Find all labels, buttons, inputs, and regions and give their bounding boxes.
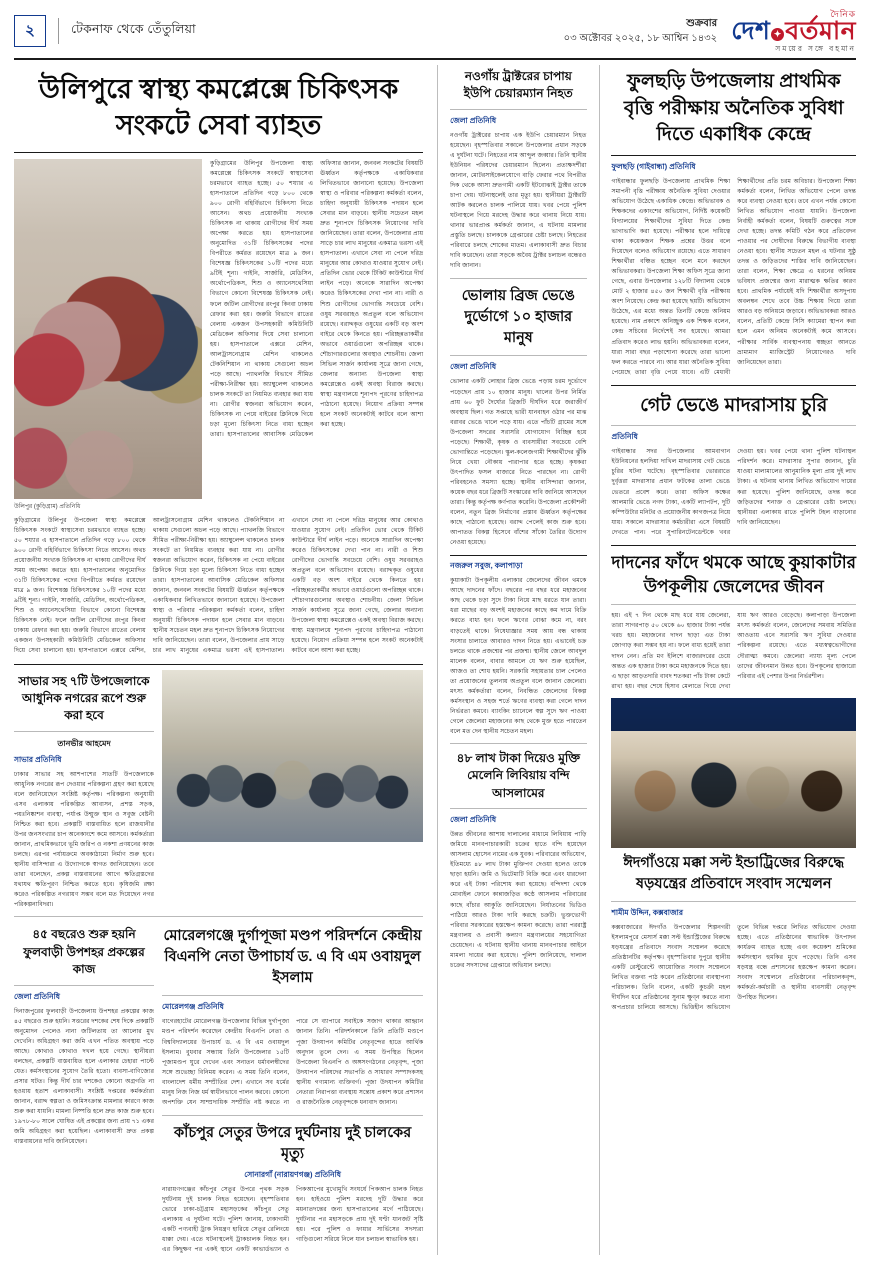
vertical-rule-2 <box>599 65 600 1255</box>
logo-subtitle: সময়ের সঙ্গে বহমান <box>775 43 856 53</box>
morelganj-photo <box>162 670 423 842</box>
masthead-weekday: শুক্রবার <box>686 18 718 29</box>
col3-top-body: গাইবান্ধার ফুলছড়ি উপজেলায় প্রাথমিক শিক্ষা সমাপনী বৃত্তি পরীক্ষায় অনৈতিক সুবিধা দেওয়ার অভিযোগ উঠেছে একাধিক কেন্দ্রে। অভিভাবক ও শিক্ষকদের একাংশের অভিযোগ, নির্দিষ্ট কয়েকটি বিদ্যালয়ের শিক্ষার্থীদের সুবিধা দিতে কেন্দ্র ভাগাভাগি করা হয়েছে। পরীক্ষার হলে দায়িত্বে থাকা কয়েকজন শিক্ষক প্রশ্নের উত্তর বলে দিয়েছেন বলেও অভিযোগ রয়েছে। এতে সাধারণ শিক্ষার্থীরা বঞ্চিত হচ্ছেন বলে মনে করছেন অভিভাবকরা। উপজেলা শিক্ষা অফিস সূত্রে জানা গেছে, এবার উপজেলার ১২৮টি বিদ্যালয় থেকে মোট ২ হাজার ৪৫০ জন শিক্ষার্থী বৃত্তি পরীক্ষায় অংশ নিয়েছে। কেন্দ্র করা হয়েছে ছয়টি। অভিযোগ উঠেছে, এর মধ্যে অন্তত তিনটি কেন্দ্রে অনিয়ম হয়েছে। নাম প্রকাশে অনিচ্ছুক এক শিক্ষক বলেন, কেন্দ্র সচিবের নির্দেশেই সব হয়েছে। আমরা প্রতিবাদ করেও লাভ হয়নি। অভিভাবকরা বলেন, যারা সারা বছর পড়াশোনা করেছে তারা ভালো ফল করতে পারবে না। আর যারা অনৈতিক সুবিধা পেয়েছে তারা বৃত্তি পেয়ে যাবে। এটি মেধাবী শিক্ষার্থীদের প্রতি চরম অবিচার। উপজেলা শিক্ষা কর্মকর্তা বলেন, লিখিত অভিযোগ পেলে তদন্ত করে ব্যবস্থা নেওয়া হবে। তবে এখন পর্যন্ত কোনো লিখিত অভিযোগ পাওয়া যায়নি। উপজেলা নির্বাহী কর্মকর্তা বলেন, বিষয়টি গুরুত্বের সঙ্গে দেখা হচ্ছে। তদন্ত কমিটি গঠন করে প্রতিবেদন পাওয়ার পর দোষীদের বিরুদ্ধে বিভাগীয় ব্যবস্থা নেওয়া হবে। স্থানীয় সচেতন মহল এ ঘটনার সুষ্ঠু তদন্ত ও জড়িতদের শাস্তির দাবি জানিয়েছেন। তারা বলেন, শিক্ষা ক্ষেত্রে এ ধরনের অনিয়ম ভবিষ্যৎ প্রজন্মের জন্য মারাত্মক ক্ষতির কারণ হবে। প্রাথমিক পর্যায়েই যদি শিক্ষার্থীরা অসদুপায় অবলম্বন শেখে তবে উচ্চ শিক্ষায় গিয়ে তারা আরও বড় অনিয়মে জড়াবে। অভিভাবকরা আরও বলেন, প্রতিটি কেন্দ্রে সিসি ক্যামেরা স্থাপন করা হলে এমন অনিয়ম অনেকটাই কমে আসবে। পরীক্ষার সার্বিক ব্যবস্থাপনায় স্বচ্ছতা আনতে ভ্রাম্যমাণ ম্যাজিস্ট্রেট নিয়োগেরও দাবি জানিয়েছেন তারা। <box>611 177 856 376</box>
fulbari-body: দিনাজপুরের ফুলবাড়ী উপজেলায় উপশহর প্রকল্পের কাজ ৪৫ বছরেও শুরু হয়নি। সত্তরের দশকের শেষ দিকে প্রকল্পটি অনুমোদন পেলেও নানা জটিলতায় তা আলোর মুখ দেখেনি। অধিগ্রহণ করা জমি এখন পতিত অবস্থায় পড়ে আছে। কোথাও কোথাও দখল হয়ে গেছে। স্থানীয়রা বলছেন, প্রকল্পটি বাস্তবায়িত হলে এলাকার চেহারা পাল্টে যেত। কর্মসংস্থানের সুযোগ তৈরি হতো। ব্যবসা-বাণিজ্যের প্রসার ঘটত। কিন্তু দীর্ঘ চার দশকেও কোনো অগ্রগতি না হওয়ায় হতাশ এলাকাবাসী। সংশ্লিষ্ট দপ্তরের কর্মকর্তারা জানান, বরাদ্দ স্বল্পতা ও জমিসংক্রান্ত মামলার কারণে কাজ শুরু করা যায়নি। মামলা নিষ্পত্তি হলে দ্রুত কাজ শুরু হবে। ১৯৭৮-৮০ সালে ঘোষিত এই প্রকল্পের জন্য প্রায় ৭১ একর জমি অধিগ্রহণ করা হয়েছিল। এলাকাবাসী দ্রুত প্রকল্প বাস্তবায়নের দাবি জানিয়েছেন। <box>14 1007 154 1146</box>
kanchpur-body: নারায়ণগঞ্জের কাঁচপুর সেতুর উপরে পৃথক সড়ক দুর্ঘটনায় দুই চালক নিহত হয়েছেন। বৃহস্পতিবার ভোরে ঢাকা-চট্টগ্রাম মহাসড়কের কাঁচপুর সেতু এলাকায় এ দুর্ঘটনা ঘটে। পুলিশ জানায়, ঢাকাগামী একটি পণ্যবাহী ট্রাক নিয়ন্ত্রণ হারিয়ে সেতুর রেলিংয়ে ধাক্কা দেয়। এতে ঘটনাস্থলেই ট্রাকচালক নিহত হন। এর কিছুক্ষণ পর একই স্থানে একটি কাভার্ডভ্যান ও পিকআপের মুখোমুখি সংঘর্ষে পিকআপ চালক নিহত হন। হাইওয়ে পুলিশ মরদেহ দুটি উদ্ধার করে ময়নাতদন্তের জন্য হাসপাতালের মর্গে পাঠিয়েছে। দুর্ঘটনার পর মহাসড়কে প্রায় দুই ঘণ্টা যানজট সৃষ্টি হয়। পরে পুলিশ ও ফায়ার সার্ভিসের সদস্যরা গাড়িগুলো সরিয়ে নিলে যান চলাচল স্বাভাবিক হয়। <box>162 1185 424 1254</box>
fulbari-rule <box>14 985 154 986</box>
lead-body-continued: কুড়িগ্রামের উলিপুর উপজেলা স্বাস্থ্য কমপ্লেক্সে চিকিৎসক সংকটে স্বাস্থ্যসেবা চরমভাবে ব্যাহত হচ্ছে। ৫০ শয্যার এ হাসপাতালে প্রতিদিন গড়ে ৮০০ থেকে ৯০০ রোগী বহির্বিভাগে চিকিৎসা নিতে আসেন। অথচ প্রয়োজনীয় সংখ্যক চিকিৎসক না থাকায় রোগীদের দীর্ঘ সময় অপেক্ষা করতে হয়। হাসপাতালের অনুমোদিত ৩১টি চিকিৎসকের পদের বিপরীতে কর্মরত রয়েছেন মাত্র ৯ জন। বিশেষজ্ঞ চিকিৎসকের ১০টি পদের মধ্যে ৯টিই শূন্য। গাইনি, সার্জারি, মেডিসিন, অর্থোপেডিকস, শিশু ও অ্যানেসথেসিয়া বিভাগে কোনো বিশেষজ্ঞ চিকিৎসক নেই। ফলে জটিল রোগীদের রংপুর কিংবা ঢাকায় রেফার করা হয়। জরুরি বিভাগে রাতের বেলায় একজন উপসহকারী কমিউনিটি মেডিকেল অফিসার দিয়ে সেবা চালানো হয়। হাসপাতালে এক্সরে মেশিন, আলট্রাসনোগ্রাম মেশিন থাকলেও টেকনিশিয়ান না থাকায় সেগুলো অচল পড়ে আছে। প্যাথলজি বিভাগে সীমিত পরীক্ষা-নিরীক্ষা হয়। অ্যাম্বুলেন্স থাকলেও চালক সংকটে তা নিয়মিত ব্যবহার করা যায় না। রোগীর স্বজনরা অভিযোগ করেন, চিকিৎসক না পেয়ে বাইরের ক্লিনিকে গিয়ে চড়া মূল্যে চিকিৎসা নিতে বাধ্য হচ্ছেন তারা। হাসপাতালের আবাসিক মেডিকেল অফিসার জানান, জনবল সংকটের বিষয়টি ঊর্ধ্বতন কর্তৃপক্ষকে একাধিকবার লিখিতভাবে জানানো হয়েছে। উপজেলা স্বাস্থ্য ও পরিবার পরিকল্পনা কর্মকর্তা বলেন, চাহিদা অনুযায়ী চিকিৎসক পদায়ন হলে সেবার মান বাড়বে। স্থানীয় সচেতন মহল দ্রুত শূন্যপদে চিকিৎসক নিয়োগের দাবি জানিয়েছেন। তারা বলেন, উপজেলার প্রায় সাড়ে চার লাখ মানুষের একমাত্র ভরসা এই হাসপাতাল। এখানে সেবা না পেলে দরিদ্র মানুষের আর কোথাও যাওয়ার সুযোগ নেই। প্রতিদিন ভোর থেকে টিকিট কাউন্টারে দীর্ঘ লাইন পড়ে। অনেকে সারাদিন অপেক্ষা করেও চিকিৎসকের দেখা পান না। নারী ও শিশু রোগীদের ভোগান্তি সবচেয়ে বেশি। ওষুধ সরবরাহও অপ্রতুল বলে অভিযোগ রয়েছে। বরাদ্দকৃত ওষুধের একটি বড় অংশ বাইরে থেকে কিনতে হয়। পরিচ্ছন্নতাকর্মীর অভাবে ওয়ার্ডগুলো অপরিচ্ছন্ন থাকে। শৌচাগারগুলোর অবস্থাও শোচনীয়। জেলা সিভিল সার্জন কার্যালয় সূত্রে জানা গেছে, জেলার অন্যান্য উপজেলা স্বাস্থ্য কমপ্লেক্সেও একই অবস্থা বিরাজ করছে। স্বাস্থ্য মন্ত্রণালয়ে শূন্যপদ পূরণের চাহিদাপত্র পাঠানো হয়েছে। নিয়োগ প্রক্রিয়া সম্পন্ন হলে সংকট অনেকটাই কাটবে বলে আশা করা হচ্ছে। <box>14 516 424 655</box>
kuakata-byline: নজরুল সবুজ, কলাপাড়া <box>450 561 523 571</box>
divider-7 <box>611 385 856 386</box>
logo-kicker: দৈনিক <box>830 8 856 19</box>
fulbari-byline: জেলা প্রতিনিধি <box>14 991 60 1001</box>
kuakata-headline: দাদনের ফাঁদে থমকে আছে কুয়াকাটার উপকূলীয় জেলেদের জীবন <box>611 552 856 596</box>
lead-photo <box>14 159 202 499</box>
section-divider-1 <box>14 664 423 665</box>
eidgaon-body: কক্সবাজারের ঈদগাঁও উপজেলার শিল্পনগরী ইসলামপুরে মেসার্স মক্কা সল্ট ইন্ডাস্ট্রিজের বিরুদ্ধে ষড়যন্ত্রের প্রতিবাদে সংবাদ সম্মেলন করেছে প্রতিষ্ঠানটির কর্তৃপক্ষ। বৃহস্পতিবার দুপুরে স্থানীয় একটি রেস্টুরেন্টে আয়োজিত সংবাদ সম্মেলনে লিখিত বক্তব্য পাঠ করেন প্রতিষ্ঠানের ব্যবস্থাপনা পরিচালক। তিনি বলেন, একটি কুচক্রী মহল দীর্ঘদিন ধরে প্রতিষ্ঠানের সুনাম ক্ষুণ্ন করতে নানা অপপ্রচার চালিয়ে আসছে। ভিত্তিহীন অভিযোগ তুলে বিভিন্ন দপ্তরে লিখিত অভিযোগ দেওয়া হচ্ছে। এতে প্রতিষ্ঠানের স্বাভাবিক উৎপাদন কার্যক্রম ব্যাহত হচ্ছে এবং কয়েকশ শ্রমিকের কর্মসংস্থান হুমকির মুখে পড়েছে। তিনি এসব ষড়যন্ত্র বন্ধে প্রশাসনের হস্তক্ষেপ কামনা করেন। সংবাদ সম্মেলনে প্রতিষ্ঠানের পরিচালকবৃন্দ, কর্মকর্তা-কর্মচারী ও স্থানীয় ব্যবসায়ী নেতৃবৃন্দ উপস্থিত ছিলেন। <box>611 923 856 1012</box>
page-number-badge: ২ <box>14 15 46 47</box>
logo-dot-icon: ✦ <box>771 28 784 41</box>
col2-mid-byline: জেলা প্রতিনিধি <box>450 362 497 372</box>
col2-mid-body: ভোলার একটি লোহার ব্রিজ ভেঙে পড়ায় চরম দুর্ভোগে পড়েছেন প্রায় ১০ হাজার মানুষ। খালের উপর নির্মিত প্রায় ৬০ ফুট দৈর্ঘ্যের ব্রিজটি দীর্ঘদিন ধরে জরাজীর্ণ অবস্থায় ছিল। গত সপ্তাহে ভারী যানবাহন ওঠার পর মাঝ বরাবর ভেঙে খালে পড়ে যায়। এতে পাঁচটি গ্রামের সঙ্গে উপজেলা সদরের সরাসরি যোগাযোগ বিচ্ছিন্ন হয়ে পড়েছে। শিক্ষার্থী, কৃষক ও ব্যবসায়ীরা সবচেয়ে বেশি ভোগান্তিতে পড়েছেন। স্কুল-কলেজগামী শিক্ষার্থীদের ঝুঁকি নিয়ে খেয়া নৌকায় পারাপার হতে হচ্ছে। কৃষকরা উৎপাদিত ফসল বাজারে নিতে পারছেন না। রোগী পরিবহনেও সমস্যা হচ্ছে। স্থানীয় বাসিন্দারা জানান, কয়েক বছর ধরে ব্রিজটি সংস্কারের দাবি জানিয়ে আসছেন তারা। কিন্তু কর্তৃপক্ষ কর্ণপাত করেনি। উপজেলা প্রকৌশলী বলেন, নতুন ব্রিজ নির্মাণের প্রস্তাব ঊর্ধ্বতন কর্তৃপক্ষের কাছে পাঠানো হয়েছে। বরাদ্দ পেলেই কাজ শুরু হবে। আপাতত বিকল্প হিসেবে বাঁশের সাঁকো তৈরির উদ্যোগ নেওয়া হয়েছে। <box>450 378 587 547</box>
masthead-divider <box>58 18 59 44</box>
kanchpur-headline: কাঁচপুর সেতুর উপরে দুর্ঘটনায় দুই চালকের মৃত্যু <box>173 1124 412 1162</box>
column-right <box>605 65 856 1255</box>
lead-headline: উলিপুরে স্বাস্থ্য কমপ্লেক্সে চিকিৎসক সংকটে সেবা ব্যাহত <box>38 74 399 141</box>
savar-rule <box>14 731 154 732</box>
eidgaon-headline: ঈদগাঁওয়ে মক্কা সল্ট ইন্ডাট্রিজের বিরুদ্ধে ষড়যন্ত্রের প্রতিবাদে সংবাদ সম্মেলন <box>623 854 845 892</box>
libya-body: উন্নত জীবনের আশায় দালালের মাধ্যমে লিবিয়ায় পাড়ি জমিয়ে মানবপাচারকারী চক্রের হাতে বন্দি হয়েছেন আসলাম হোসেন নামের এক যুবক। পরিবারের অভিযোগ, ইতিমধ্যে ৪৮ লাখ টাকা মুক্তিপণ দেওয়া হলেও তাকে ছাড়া হয়নি। জমি ও ভিটেমাটি বিক্রি করে এবং ধারদেনা করে এই টাকা পরিশোধ করা হয়েছে। বন্দিদশা থেকে মোবাইল ফোনে কান্নাজড়িত কণ্ঠে আসলাম পরিবারের কাছে বাঁচার আকুতি জানিয়েছেন। নির্যাতনের ভিডিও পাঠিয়ে আরও টাকা দাবি করছে চক্রটি। ভুক্তভোগী পরিবার সরকারের হস্তক্ষেপ কামনা করেছে। তারা পররাষ্ট্র মন্ত্রণালয় ও প্রবাসী কল্যাণ মন্ত্রণালয়ের সহযোগিতা চেয়েছেন। এ ঘটনায় স্থানীয় থানায় মানবপাচার আইনে মামলা দায়ের করা হয়েছে। পুলিশ জানিয়েছে, দালাল চক্রের সদস্যদের গ্রেপ্তারে অভিযান চলছে। <box>450 831 587 969</box>
morelganj-rule <box>162 995 423 996</box>
savar-byline: সাভার প্রতিনিধি <box>14 754 62 764</box>
col3-mid-headline: গেট ভেঙে মাদরাসায় চুরি <box>640 394 828 416</box>
lead-photo-caption: উলিপুর (কুড়িগ্রাম) প্রতিনিধি <box>14 503 81 510</box>
col2-mid-headline: ভোলায় ব্রিজ ভেঙে দুর্ভোগে ১০ হাজার মানুষ <box>461 288 575 347</box>
col3-mid-body: গাইবান্ধার সদর উপজেলার আমবাগান ইউনিয়নের হলদিয়া দাখিল মাদরাসায় গেট ভেঙে চুরির ঘটনা ঘটেছে। বৃহস্পতিবার ভোররাতে দুর্বৃত্তরা মাদরাসার প্রধান ফটকের তালা ভেঙে ভেতরে প্রবেশ করে। তারা অফিস কক্ষের আলমারি ভেঙে নগদ টাকা, একটি ল্যাপটপ, দুটি কম্পিউটার মনিটর ও প্রয়োজনীয় কাগজপত্র নিয়ে যায়। সকালে মাদরাসার কর্মচারীরা এসে বিষয়টি দেখতে পান। পরে সুপারিনটেনডেন্টকে খবর দেওয়া হয়। খবর পেয়ে থানা পুলিশ ঘটনাস্থল পরিদর্শন করে। মাদরাসার সুপার জানান, চুরি যাওয়া মালামালের আনুমানিক মূল্য প্রায় দুই লাখ টাকা। এ ঘটনায় থানায় লিখিত অভিযোগ দায়ের করা হয়েছে। পুলিশ জানিয়েছে, তদন্ত করে জড়িতদের শনাক্ত ও গ্রেপ্তারের চেষ্টা চলছে। স্থানীয়রা এলাকায় রাতে পুলিশি টহল বাড়ানোর দাবি জানিয়েছেন। <box>611 448 856 536</box>
column-left <box>14 65 431 1255</box>
lead-body: কুড়িগ্রামের উলিপুর উপজেলা স্বাস্থ্য কমপ্লেক্সে চিকিৎসক সংকটে স্বাস্থ্যসেবা চরমভাবে ব্যাহত হচ্ছে। ৫০ শয্যার এ হাসপাতালে প্রতিদিন গড়ে ৮০০ থেকে ৯০০ রোগী বহির্বিভাগে চিকিৎসা নিতে আসেন। অথচ প্রয়োজনীয় সংখ্যক চিকিৎসক না থাকায় রোগীদের দীর্ঘ সময় অপেক্ষা করতে হয়। হাসপাতালের অনুমোদিত ৩১টি চিকিৎসকের পদের বিপরীতে কর্মরত রয়েছেন মাত্র ৯ জন। বিশেষজ্ঞ চিকিৎসকের ১০টি পদের মধ্যে ৯টিই শূন্য। গাইনি, সার্জারি, মেডিসিন, অর্থোপেডিকস, শিশু ও অ্যানেসথেসিয়া বিভাগে কোনো বিশেষজ্ঞ চিকিৎসক নেই। ফলে জটিল রোগীদের রংপুর কিংবা ঢাকায় রেফার করা হয়। জরুরি বিভাগে রাতের বেলায় একজন উপসহকারী কমিউনিটি মেডিকেল অফিসার দিয়ে সেবা চালানো হয়। হাসপাতালে এক্সরে মেশিন, আলট্রাসনোগ্রাম মেশিন থাকলেও টেকনিশিয়ান না থাকায় সেগুলো অচল পড়ে আছে। প্যাথলজি বিভাগে সীমিত পরীক্ষা-নিরীক্ষা হয়। অ্যাম্বুলেন্স থাকলেও চালক সংকটে তা নিয়মিত ব্যবহার করা যায় না। রোগীর স্বজনরা অভিযোগ করেন, চিকিৎসক না পেয়ে বাইরের ক্লিনিকে গিয়ে চড়া মূল্যে চিকিৎসা নিতে বাধ্য হচ্ছেন তারা। হাসপাতালের আবাসিক মেডিকেল অফিসার জানান, জনবল সংকটের বিষয়টি ঊর্ধ্বতন কর্তৃপক্ষকে একাধিকবার লিখিতভাবে জানানো হয়েছে। উপজেলা স্বাস্থ্য ও পরিবার পরিকল্পনা কর্মকর্তা বলেন, চাহিদা অনুযায়ী চিকিৎসক পদায়ন হলে সেবার মান বাড়বে। স্থানীয় সচেতন মহল দ্রুত শূন্যপদে চিকিৎসক নিয়োগের দাবি জানিয়েছেন। তারা বলেন, উপজেলার প্রায় সাড়ে চার লাখ মানুষের একমাত্র ভরসা এই হাসপাতাল। এখানে সেবা না পেলে দরিদ্র মানুষের আর কোথাও যাওয়ার সুযোগ নেই। প্রতিদিন ভোর থেকে টিকিট কাউন্টারে দীর্ঘ লাইন পড়ে। অনেকে সারাদিন অপেক্ষা করেও চিকিৎসকের দেখা পান না। নারী ও শিশু রোগীদের ভোগান্তি সবচেয়ে বেশি। ওষুধ সরবরাহও অপ্রতুল বলে অভিযোগ রয়েছে। বরাদ্দকৃত ওষুধের একটি বড় অংশ বাইরে থেকে কিনতে হয়। পরিচ্ছন্নতাকর্মীর অভাবে ওয়ার্ডগুলো অপরিচ্ছন্ন থাকে। শৌচাগারগুলোর অবস্থাও শোচনীয়। জেলা সিভিল সার্জন কার্যালয় সূত্রে জানা গেছে, জেলার অন্যান্য উপজেলা স্বাস্থ্য কমপ্লেক্সেও একই অবস্থা বিরাজ করছে। স্বাস্থ্য মন্ত্রণালয়ে শূন্যপদ পূরণের চাহিদাপত্র পাঠানো হয়েছে। নিয়োগ প্রক্রিয়া সম্পন্ন হলে সংকট অনেকটাই কাটবে বলে আশা করা হচ্ছে। <box>210 159 424 439</box>
col2-top-headline: নওগাঁয় ট্রাক্টরের চাপায় ইউপি চেয়ারম্যান নিহত <box>463 69 573 101</box>
col2-top-rule <box>450 109 586 110</box>
col3-top-headline: ফুলছড়ি উপজেলায় প্রাথমিক বৃত্তি পরীক্ষায় অনৈতিক সুবিধা দিতে একাধিক কেন্দ্রে <box>623 71 844 146</box>
kuakata-rule <box>611 604 856 605</box>
newspaper-logo <box>731 10 856 53</box>
col2-top-byline: জেলা প্রতিনিধি <box>450 115 497 125</box>
eidgaon-rule <box>611 901 856 902</box>
libya-byline: জেলা প্রতিনিধি <box>450 815 497 825</box>
divider-4 <box>450 278 586 279</box>
column-middle <box>444 65 592 1255</box>
kanchpur-byline: সোনারগাঁ (নারায়ণগঞ্জ) প্রতিনিধি <box>244 1169 341 1179</box>
vertical-rule-1 <box>437 65 438 1255</box>
col3-mid-rule <box>611 425 856 426</box>
divider-3 <box>162 1115 423 1116</box>
divider-2 <box>14 916 423 917</box>
eidgaon-photo <box>611 698 856 848</box>
eidgaon-byline: শামীম উদ্দিন, কক্সবাজার <box>611 907 683 917</box>
col2-mid-rule <box>450 355 586 356</box>
libya-headline: ৪৮ লাখ টাকা দিয়েও মুক্তি মেলেনি লিবিয়ায় বন্দি আসলামের <box>456 751 580 800</box>
divider-5 <box>450 555 586 556</box>
masthead-tagline: টেকনাফ থেকে তেঁতুলিয়া <box>71 22 196 36</box>
savar-subhead: তানভীর আহমেদ <box>57 738 111 748</box>
divider-8 <box>611 545 856 546</box>
masthead-date <box>564 16 718 46</box>
fulbari-headline: ৪৫ বছরেও শুরু হয়নি ফুলবাড়ী উপশহর প্রকল্পের কাজ <box>23 927 145 977</box>
lead-rule <box>14 152 423 153</box>
morelganj-body: বাগেরহাটের মোরেলগঞ্জ উপজেলার বিভিন্ন দুর্গাপূজা মণ্ডপ পরিদর্শন করেছেন কেন্দ্রীয় বিএনপি নেতা ও বিশ্ববিদ্যালয়ের উপাচার্য ড. এ বি এম ওবায়দুল ইসলাম। বুধবার সন্ধ্যায় তিনি উপজেলার ১৫টি পূজামণ্ডপ ঘুরে দেখেন এবং সনাতন ধর্মাবলম্বীদের সঙ্গে শুভেচ্ছা বিনিময় করেন। এ সময় তিনি বলেন, বাংলাদেশ ধর্মীয় সম্প্রীতির দেশ। এখানে সব ধর্মের মানুষ নিজ নিজ ধর্ম স্বাধীনভাবে পালন করবে। কোনো অপশক্তি যেন সাম্প্রদায়িক সম্প্রীতি নষ্ট করতে না পারে সে ব্যাপারে সবাইকে সজাগ থাকার আহ্বান জানান তিনি। পরিদর্শনকালে তিনি প্রতিটি মণ্ডপে পূজা উদযাপন কমিটির নেতৃবৃন্দের হাতে আর্থিক অনুদান তুলে দেন। এ সময় উপস্থিত ছিলেন উপজেলা বিএনপি ও অঙ্গসংগঠনের নেতৃবৃন্দ, পূজা উদযাপন পরিষদের সভাপতি ও সাধারণ সম্পাদকসহ স্থানীয় গণ্যমান্য ব্যক্তিবর্গ। পূজা উদযাপন কমিটির নেতারা নিরাপত্তা ব্যবস্থায় সন্তোষ প্রকাশ করে প্রশাসন ও রাজনৈতিক নেতৃবৃন্দকে ধন্যবাদ জানান। <box>162 1018 424 1106</box>
logo-title-left: দেশ <box>731 16 771 45</box>
divider-6 <box>450 743 586 744</box>
kuakata-body-2: হয়। এই ৭ দিন থেকে মাছ ধরে যায় জেলেরা, তারা সাগরপাড় ৫০ থেকে ৬০ হাজার টাকা পর্যন্ত খরচ হয়। মহাজনের দাদন ছাড়া এত টাকা জোগাড় করা সম্ভব হয় না। ফলে বাধ্য হয়েই তারা দাদন নেন। প্রতি মণ ইলিশে বাজারদরের চেয়ে অন্তত এক হাজার টাকা কমে মহাজনকে দিতে হয়। এ ছাড়া আড়তদারি বাবদ শতকরা পাঁচ টাকা কেটে রাখা হয়। বছর শেষে হিসাব মেলাতে গিয়ে দেখা যায় ঋণ আরও বেড়েছে। কলাপাড়া উপজেলা মৎস্য কর্মকর্তা বলেন, জেলেদের সমবায় সমিতির আওতায় এনে সরাসরি ঋণ সুবিধা দেওয়ার পরিকল্পনা রয়েছে। এতে মধ্যস্বত্বভোগীদের দৌরাত্ম্য কমবে। জেলেরা ন্যায্য মূল্য পেলে তাদের জীবনমান উন্নত হবে। উপকূলের হাজারো পরিবার এই পেশার উপর নির্ভরশীল। <box>611 612 856 690</box>
morelganj-headline: মোরেলগঞ্জে দুর্গাপূজা মণ্ডপ পরিদর্শনে কেন্দ্রীয় বিএনপি নেতা উপাচার্য ড. এ বি এম ওবায়দুল ইসলাম <box>163 928 422 987</box>
col3-mid-byline: প্রতিনিধি <box>611 432 638 442</box>
col3-top-byline: ফুলছড়ি (গাইবান্ধা) প্রতিনিধি <box>611 161 696 171</box>
logo-title-right: বর্তমান <box>785 16 856 45</box>
kuakata-body: কুয়াকাটা উপকূলীয় এলাকার জেলেদের জীবন থমকে আছে দাদনের ফাঁদে। বছরের পর বছর ধরে মহাজনের কাছ থেকে চড়া সুদে টাকা নিয়ে মাছ ধরতে যান তারা। ধরা মাছের বড় অংশই মহাজনের কাছে কম দামে বিক্রি করতে বাধ্য হন। ফলে ঋণের বোঝা কমে না, বরং বাড়তেই থাকে। নিষেধাজ্ঞার সময় আয় বন্ধ থাকায় সংসার চালাতে আবারও দাদন নিতে হয়। এভাবেই চক্র চলতে থাকে প্রজন্মের পর প্রজন্ম। স্থানীয় জেলে আবদুল মালেক বলেন, বাবার আমলে যে ঋণ শুরু হয়েছিল, আজও তা শোধ হয়নি। সরকারি সহায়তার চাল পেলেও তা প্রয়োজনের তুলনায় অপ্রতুল বলে জানান জেলেরা। মৎস্য কর্মকর্তারা বলেন, নিবন্ধিত জেলেদের বিকল্প কর্মসংস্থান ও সহজ শর্তে ঋণের ব্যবস্থা করা গেলে দাদন নির্ভরতা কমবে। ব্যাংকিং চ্যানেলে স্বল্প সুদে ঋণ পাওয়া গেলে জেলেরা মহাজনের কাছ থেকে মুক্ত হতে পারতেন বলে মত দেন স্থানীয় সচেতন মহল। <box>450 577 587 735</box>
masthead-date-line: ০৩ অক্টোবর ২০২৫, ১৮ আশ্বিন ১৪৩২ <box>563 33 718 44</box>
savar-headline: সাভার সহ ৭টি উপজেলাকে আধুনিক নগরের রূপে শুরু করা হবে <box>18 673 150 723</box>
masthead <box>14 8 856 60</box>
morelganj-byline: মোরেলগঞ্জ প্রতিনিধি <box>162 1002 224 1012</box>
libya-rule <box>450 808 586 809</box>
logo-title <box>731 16 856 45</box>
col2-top-body: নওগাঁয় ট্রাক্টরের চাপায় এক ইউপি চেয়ারম্যান নিহত হয়েছেন। বৃহস্পতিবার সকালে উপজেলার প্রধান সড়কে এ দুর্ঘটনা ঘটে। নিহতের নাম আব্দুল জব্বার। তিনি স্থানীয় ইউনিয়ন পরিষদের চেয়ারম্যান ছিলেন। প্রত্যক্ষদর্শীরা জানান, মোটরসাইকেলযোগে বাড়ি ফেরার পথে বিপরীত দিক থেকে আসা দ্রুতগামী একটি ইটবোঝাই ট্রাক্টর তাকে চাপা দেয়। ঘটনাস্থলেই তার মৃত্যু হয়। স্থানীয়রা ট্রাক্টরটি আটক করলেও চালক পালিয়ে যায়। খবর পেয়ে পুলিশ ঘটনাস্থলে গিয়ে মরদেহ উদ্ধার করে থানায় নিয়ে যায়। থানার ভারপ্রাপ্ত কর্মকর্তা জানান, এ ঘটনায় মামলার প্রস্তুতি চলছে। চালককে গ্রেপ্তারের চেষ্টা চলছে। নিহতের পরিবারে চলছে শোকের মাতম। এলাকাবাসী দ্রুত বিচার দাবি করেছেন। তারা সড়কে অবৈধ ট্রাক্টর চলাচল বন্ধেরও দাবি জানান। <box>450 131 587 270</box>
col3-top-rule <box>611 155 856 156</box>
savar-body: ঢাকার সাভার সহ আশপাশের সাতটি উপজেলাকে আধুনিক নগরের রূপ দেওয়ার পরিকল্পনা গ্রহণ করা হয়েছে বলে জানিয়েছেন সংশ্লিষ্ট কর্তৃপক্ষ। পরিকল্পনা অনুযায়ী এসব এলাকায় পরিকল্পিত আবাসন, প্রশস্ত সড়ক, পয়ঃনিষ্কাশন ব্যবস্থা, পর্যাপ্ত উন্মুক্ত স্থান ও সবুজ বেষ্টনী নিশ্চিত করা হবে। প্রকল্পটি বাস্তবায়িত হলে রাজধানীর উপর জনসংখ্যার চাপ অনেকাংশে কমে আসবে। কর্মকর্তারা জানান, প্রাথমিকভাবে ভূমি জরিপ ও নকশা প্রণয়নের কাজ চলছে। এরপর পর্যায়ক্রমে অবকাঠামো নির্মাণ শুরু হবে। স্থানীয় বাসিন্দারা এ উদ্যোগকে স্বাগত জানিয়েছেন। তবে তারা বলেছেন, প্রকল্প বাস্তবায়নের আগে ক্ষতিগ্রস্তদের যথাযথ ক্ষতিপূরণ নিশ্চিত করতে হবে। কৃষিজমি রক্ষা করেও পরিকল্পিত নগরায়ণ সম্ভব বলে মত দিয়েছেন নগর পরিকল্পনাবিদরা। <box>14 770 154 909</box>
